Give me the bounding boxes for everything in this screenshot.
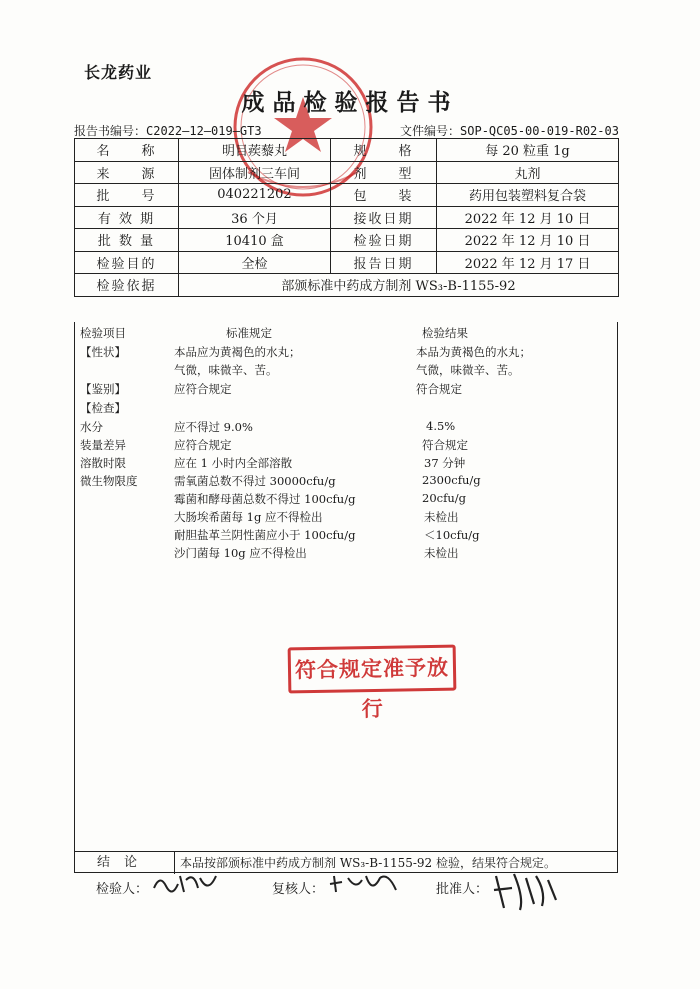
info-key: 批 号 <box>75 184 179 207</box>
row-standard: 气微，味微辛、苦。 <box>174 363 278 377</box>
row-item: 【鉴别】 <box>80 382 126 396</box>
file-number-value: SOP-QC05-00-019-R02-03 <box>460 124 619 138</box>
info-value: 全检 <box>179 251 331 274</box>
header-result: 检验结果 <box>422 326 468 340</box>
info-value: 10410 盒 <box>179 229 331 252</box>
row-result: 2300cfu/g <box>422 473 481 487</box>
info-value: 丸剂 <box>437 161 619 184</box>
info-key: 检验目的 <box>75 251 179 274</box>
row-item: 溶散时限 <box>80 456 126 470</box>
header-standard: 标准规定 <box>226 326 272 340</box>
inspector-signature-icon <box>150 868 220 898</box>
table-row <box>75 184 619 207</box>
approver-signature-icon <box>490 868 562 914</box>
info-key: 批 数 量 <box>75 229 179 252</box>
row-standard: 应不得过 9.0% <box>174 420 253 434</box>
info-value: 36 个月 <box>179 206 331 229</box>
info-value: 每 20 粒重 1g <box>437 139 619 162</box>
info-value: 2022 年 12 月 10 日 <box>437 206 619 229</box>
row-standard: 霉菌和酵母菌总数不得过 100cfu/g <box>174 492 356 506</box>
info-key: 名 称 <box>75 139 179 162</box>
info-key: 报告日期 <box>331 251 437 274</box>
file-number <box>400 122 619 139</box>
info-key: 检验日期 <box>331 229 437 252</box>
table-row <box>75 206 619 229</box>
row-result: 符合规定 <box>422 438 468 452</box>
basis-value: 部颁标准中药成方制剂 WS₃-B-1155-92 <box>179 274 619 297</box>
approver-label: 批准人： <box>436 882 489 897</box>
row-item: 水分 <box>80 420 103 434</box>
row-result: 37 分钟 <box>424 456 466 470</box>
row-result: 本品为黄褐色的水丸； <box>416 345 531 359</box>
row-standard: 本品应为黄褐色的水丸； <box>174 345 301 359</box>
row-standard: 应在 1 小时内全部溶散 <box>174 456 293 470</box>
info-table <box>74 138 619 297</box>
inspector-label: 检验人： <box>96 882 149 897</box>
info-value: 明目蒺藜丸 <box>179 139 331 162</box>
row-result: 20cfu/g <box>422 491 466 505</box>
info-value: 2022 年 12 月 17 日 <box>437 251 619 274</box>
file-number-label: 文件编号： <box>400 124 461 138</box>
row-item: 装量差异 <box>80 438 126 452</box>
info-value: 040221202 <box>179 184 331 207</box>
info-value: 固体制剂三车间 <box>179 161 331 184</box>
row-result: 4.5% <box>426 419 456 433</box>
row-standard: 沙门菌每 10g 应不得检出 <box>174 546 307 560</box>
results-frame <box>74 322 618 873</box>
row-standard: 应符合规定 <box>174 438 232 452</box>
info-value: 药用包装塑料复合袋 <box>437 184 619 207</box>
row-standard: 需氧菌总数不得过 30000cfu/g <box>174 474 336 488</box>
table-row <box>75 229 619 252</box>
row-result: 符合规定 <box>416 382 462 396</box>
row-result: 气微，味微辛、苦。 <box>416 363 520 377</box>
company-name: 长龙药业 <box>84 63 153 82</box>
report-title: 成品检验报告书 <box>241 89 459 116</box>
row-item: 【检查】 <box>80 401 126 415</box>
row-result: 未检出 <box>424 510 459 524</box>
row-standard: 耐胆盐革兰阴性菌应小于 100cfu/g <box>174 528 356 542</box>
table-row <box>75 161 619 184</box>
release-stamp: 符合规定准予放行 <box>288 645 457 694</box>
conclusion-label: 结论 <box>74 852 175 874</box>
basis-label: 检验依据 <box>75 274 179 297</box>
conclusion-text: 本品按部颁标准中药成方制剂 WS₃-B-1155-92 检验，结果符合规定。 <box>180 856 557 870</box>
row-item: 【性状】 <box>80 345 126 359</box>
row-result: 未检出 <box>424 546 459 560</box>
table-row <box>75 274 619 297</box>
info-key: 来 源 <box>75 161 179 184</box>
info-key: 包 装 <box>331 184 437 207</box>
report-number-label: 报告书编号： <box>74 124 147 138</box>
info-key: 接收日期 <box>331 206 437 229</box>
report-number-value: C2022—12—019—GT3 <box>146 124 262 138</box>
reviewer-label: 复核人： <box>272 882 325 897</box>
row-item: 微生物限度 <box>80 474 138 488</box>
table-row <box>75 251 619 274</box>
reviewer-signature-icon <box>326 868 402 898</box>
info-key: 剂 型 <box>331 161 437 184</box>
header-item: 检验项目 <box>80 326 126 340</box>
info-value: 2022 年 12 月 10 日 <box>437 229 619 252</box>
table-row <box>75 139 619 162</box>
row-result: ＜10cfu/g <box>424 528 480 542</box>
row-standard: 大肠埃希菌每 1g 应不得检出 <box>174 510 323 524</box>
info-key: 有 效 期 <box>75 206 179 229</box>
info-key: 规 格 <box>331 139 437 162</box>
report-number <box>74 122 262 139</box>
row-standard: 应符合规定 <box>174 382 232 396</box>
